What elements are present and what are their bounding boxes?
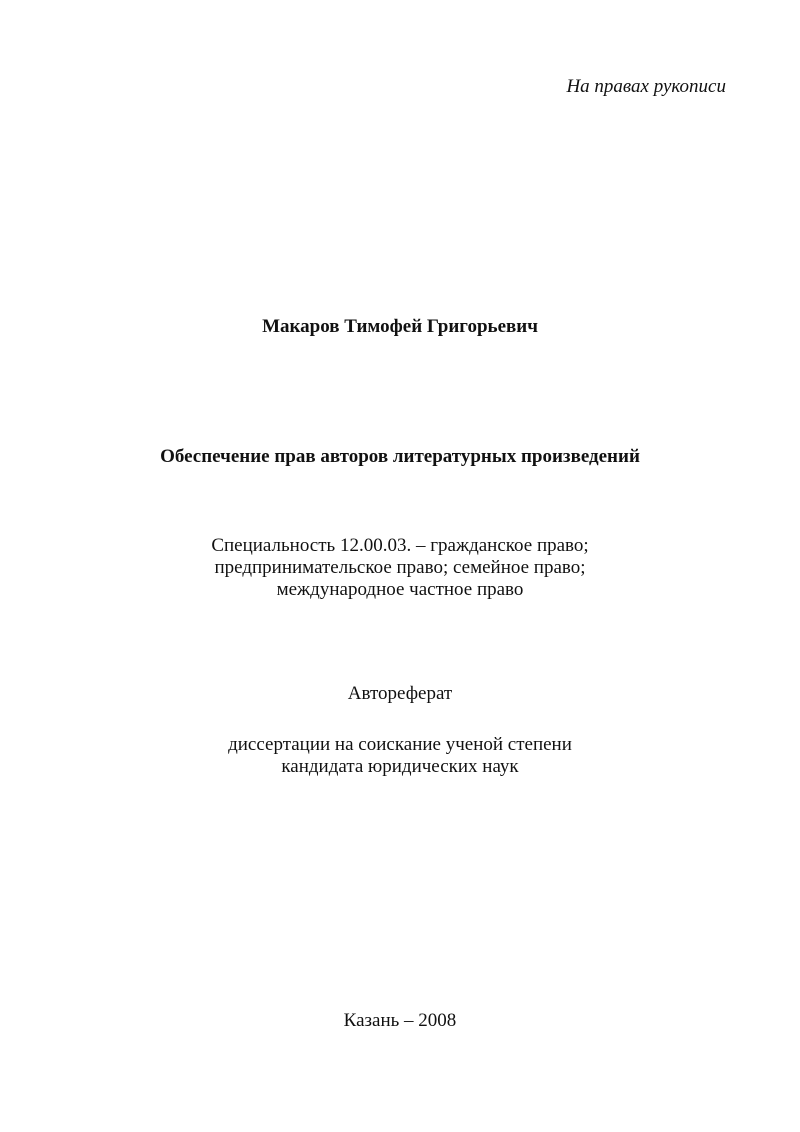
- author-name: Макаров Тимофей Григорьевич: [262, 316, 538, 337]
- degree-description-line-2: кандидата юридических наук: [281, 756, 519, 777]
- degree-description-line-1: диссертации на соискание ученой степени: [228, 734, 572, 755]
- specialty-line-1: Специальность 12.00.03. – гражданское право;: [211, 535, 589, 556]
- manuscript-rights-note: На правах рукописи: [566, 76, 726, 97]
- place-and-year: Казань – 2008: [343, 1010, 457, 1031]
- specialty-line-2: предпринимательское право; семейное право;: [214, 557, 586, 578]
- specialty-line-3: международное частное право: [276, 579, 524, 600]
- thesis-title: Обеспечение прав авторов литературных произведений: [160, 446, 640, 467]
- document-type: Автореферат: [347, 683, 453, 704]
